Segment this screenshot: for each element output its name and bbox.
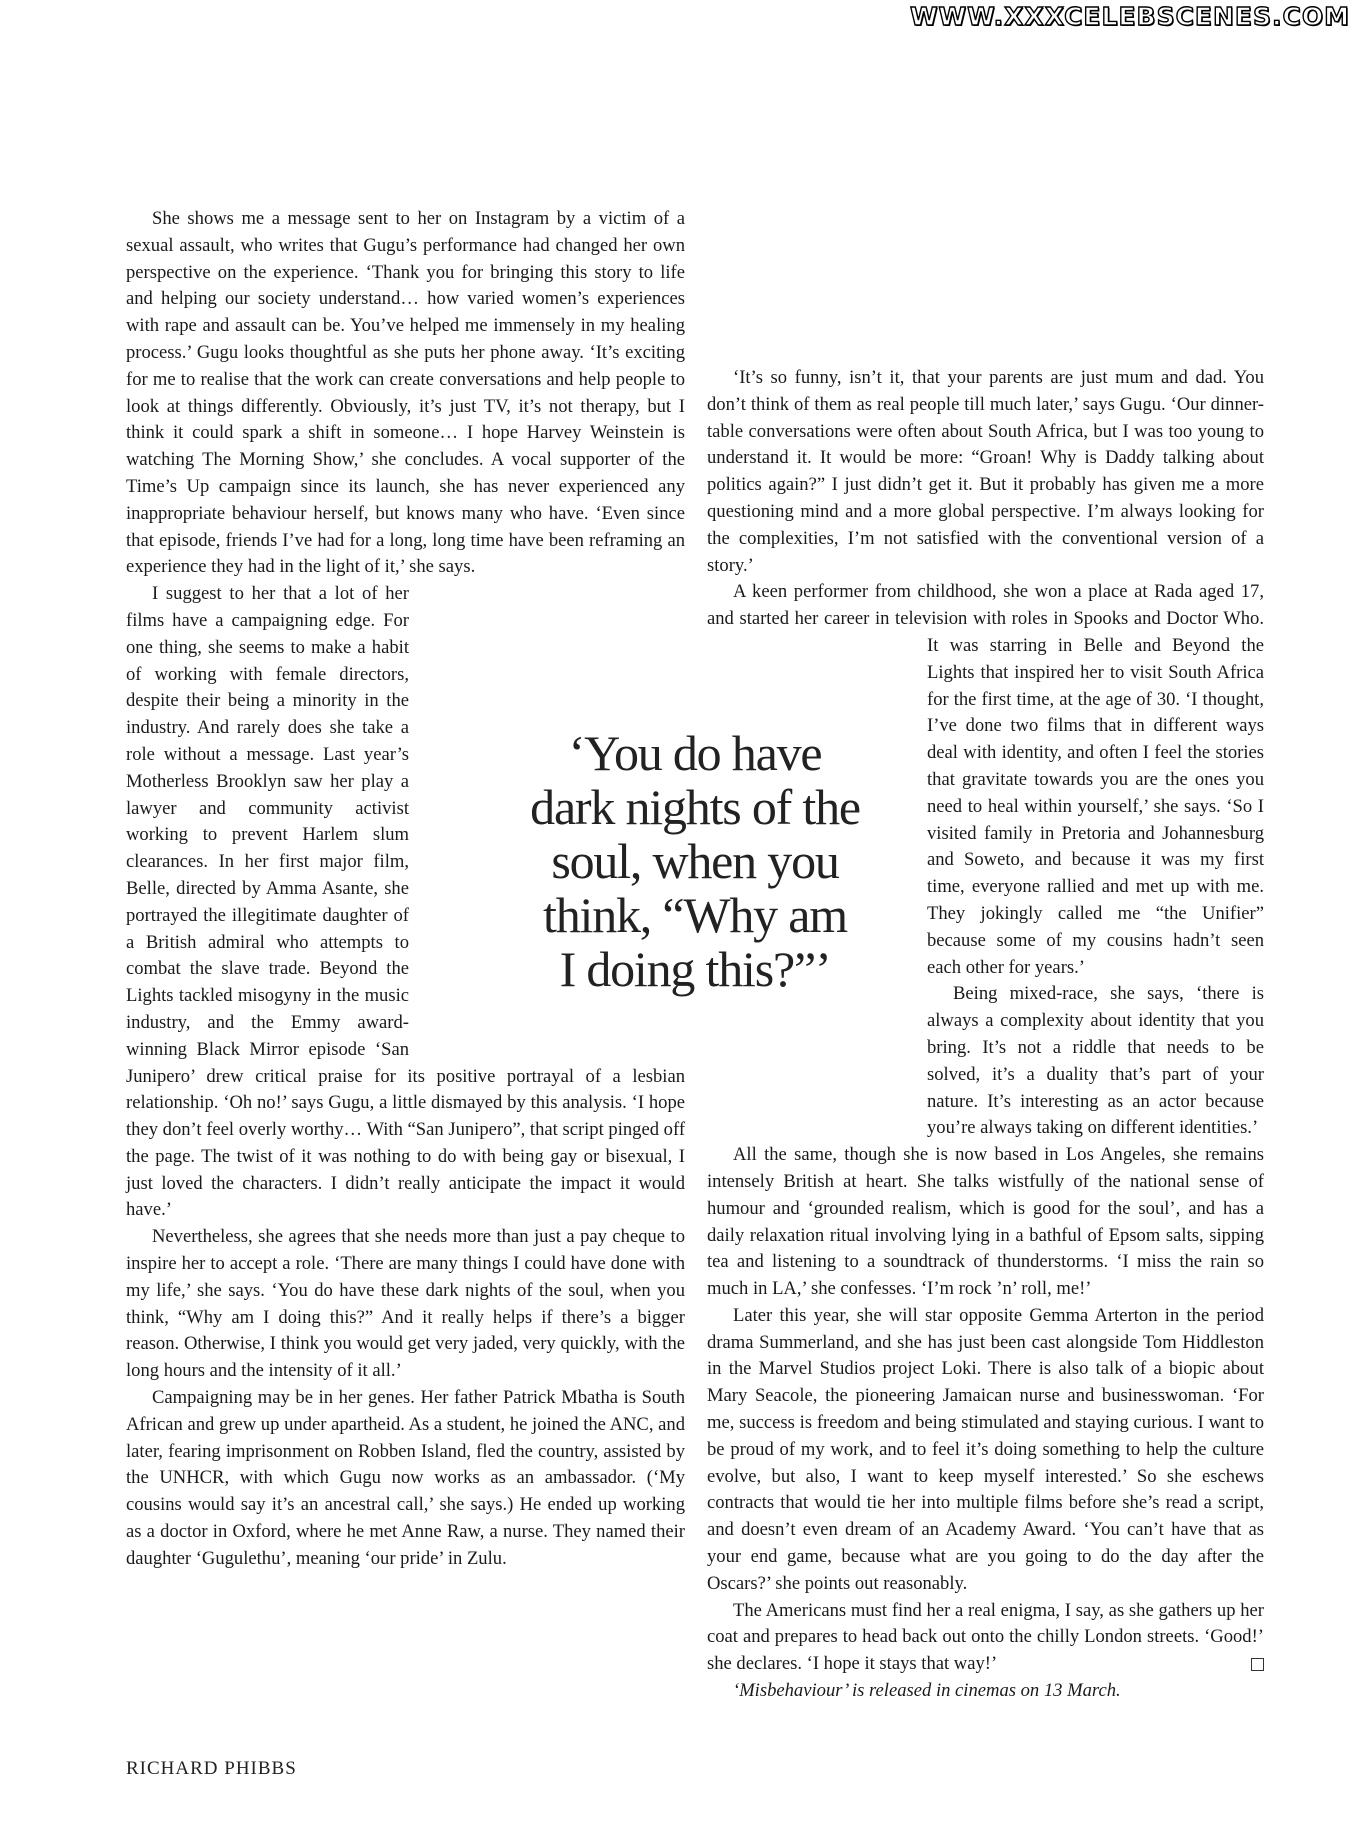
body-paragraph: Nevertheless, she agrees that she needs more than just a pay cheque to inspire her to accept a role. ‘There are many things I could have done with my life,’ she says. ‘You do have these dark nights of the soul, when you think, “Why am I doing this?” And it really helps if there’s a bigger reason. Otherwise, I think you would get very jaded, very quickly, with the long hours and the intensity of it all.’ xyxy=(126,1226,685,1382)
release-note: ‘Misbehaviour’ is released in cinemas on 13 March. xyxy=(733,1680,1121,1702)
right-column xyxy=(707,365,1264,1705)
pull-quote: ‘You do have dark nights of the soul, when you think, “Why am I doing this?”’ xyxy=(530,725,860,997)
watermark: WWW.XXXCELEBSCENES.COM xyxy=(909,2,1350,31)
pull-quote-gutter-right xyxy=(707,659,927,1124)
end-mark-icon xyxy=(1251,1658,1264,1671)
body-paragraph: Later this year, she will star opposite Gemma Arterton in the period drama Summerland, and she has just been cast alongside Tom Hiddleston in the Marvel Studios project Loki. There is also talk of a biopic about Mary Seacole, the pioneering Jamaican nurse and businesswoman. ‘For me, success is freedom and being stimulated and staying curious. I want to be proud of my work, and to feel it’s doing something to help the culture evolve, but also, I want to keep myself interested.’ So she eschews contracts that would tie her into multiple films before she’s read a script, and doesn’t even dream of an Academy Award. ‘You can’t have that as your end game, because what are you going to do the day after the Oscars?’ she points out reasonably. xyxy=(707,1304,1264,1594)
body-paragraph: All the same, though she is now based in Los Angeles, she remains intensely British at heart. She talks wistfully of the national sense of humour and ‘grounded realism, which is good for the soul’, and has a daily relaxation ritual involving lying in a bathful of Epsom salts, sipping tea and listening to a soundtrack of thunderstorms. ‘I miss the rain so much in LA,’ she confesses. ‘I’m rock ’n’ roll, me!’ xyxy=(707,1144,1264,1300)
body-paragraph xyxy=(707,1598,1264,1678)
body-paragraph: She shows me a message sent to her on Instagram by a victim of a sexual assault, who writes that Gugu’s performance had changed her own perspective on the experience. ‘Thank you for bringing this story to life and helping our society understand… how varied women’s experiences with rape and assault can be. You’ve helped me immensely in my healing process.’ Gugu looks thoughtful as she puts her phone away. ‘It’s exciting for me to realise that the work can create conversations and help people to look at things differently. Obviously, it’s just TV, it’s not therapy, but I think it could spark a shift in someone… I hope Harvey Weinstein is watching The Morning Show,’ she concludes. A vocal supporter of the Time’s Up campaign since its launch, she has never experienced any inappropriate behaviour herself, but knows many who have. ‘Even since that episode, friends I’ve had for a long, long time have been reframing an experience they had in the light of it,’ she says. xyxy=(126,208,685,578)
closing-paragraph-text: The Americans must find her a real enigma, I say, as she gathers up her coat and prepares to head back out onto the chilly London streets. ‘Good!’ she declares. ‘I hope it stays that way!’ xyxy=(707,1599,1264,1675)
photo-credit: RICHARD PHIBBS xyxy=(126,1758,297,1779)
body-paragraph: Campaigning may be in her genes. Her father Patrick Mbatha is South African and grew up under apartheid. As a student, he joined the ANC, and later, fearing imprisonment on Robben Island, fled the country, assisted by the UNHCR, with which Gugu now works as an ambassador. (‘My cousins would say it’s an ancestral call,’ she says.) He ended up working as a doctor in Oxford, where he met Anne Raw, a nurse. They named their daughter ‘Gugulethu’, meaning ‘our pride’ in Zulu. xyxy=(126,1387,685,1569)
body-paragraph: Being mixed-race, she says, ‘there is always a complexity about identity that you bring. It’s not a riddle that needs to be solved, it’s a duality that’s part of your nature. It’s interesting as an actor because you’re always taking on different identities.’ xyxy=(927,983,1264,1139)
body-paragraph: ‘It’s so funny, isn’t it, that your parents are just mum and dad. You don’t think of them as real people till much later,’ says Gugu. ‘Our dinner-table conversations were often about South Africa, but I was too young to understand it. It would be more: “Groan! Why is Daddy talking about politics again?” I just didn’t get it. But it probably has given me a more questioning mind and a more global perspective. I’m always looking for the complexities, I’m not satisfied with the conventional version of a story.’ xyxy=(707,367,1264,576)
body-paragraph: I suggest to her that a lot of her films have a campaigning edge. For one thing, she seems to make a habit of working with female directors, despite their being a minority in the industry. And rarely does she take a role without a message. Last year’s Motherless Brooklyn saw her play a lawyer and community activist working to prevent Harlem slum clearances. In her first major film, Belle, directed by Amma Asante, she portrayed the illegitimate daughter of a British admiral who attempts to combat the slave trade. Beyond the Lights tackled misogyny in the music industry, and the Emmy award-winning Black Mirror episode ‘San Junipero’ drew critical praise for its positive portrayal of a lesbian relationship. ‘Oh no!’ says Gugu, a little dismayed by this analysis. ‘I hope they don’t feel overly worthy… With “San Junipero”, that script pinged off the page. The twist of it was nothing to do with being gay or bisexual, I just loved the characters. I didn’t really anticipate the impact it would have.’ xyxy=(126,583,686,1221)
body-paragraph: A keen performer from childhood, she won a place at Rada aged 17, and started her career in television with roles in Spooks and Doctor Who. It was starring in Belle and Beyond the Lights that inspired her to visit South Africa for the first time, at the age of 30. ‘I thought, I’ve done two films that in different ways deal with identity, and often I feel the stories that gravitate towards you are the ones you need to heal within yourself,’ she says. ‘So I visited family in Pretoria and Johannesburg and Soweto, and because it was my first time, everyone rallied and met up with me. They jokingly called me “the Unifier” because some of my cousins hadn’t seen each other for years.’ xyxy=(707,581,1264,978)
